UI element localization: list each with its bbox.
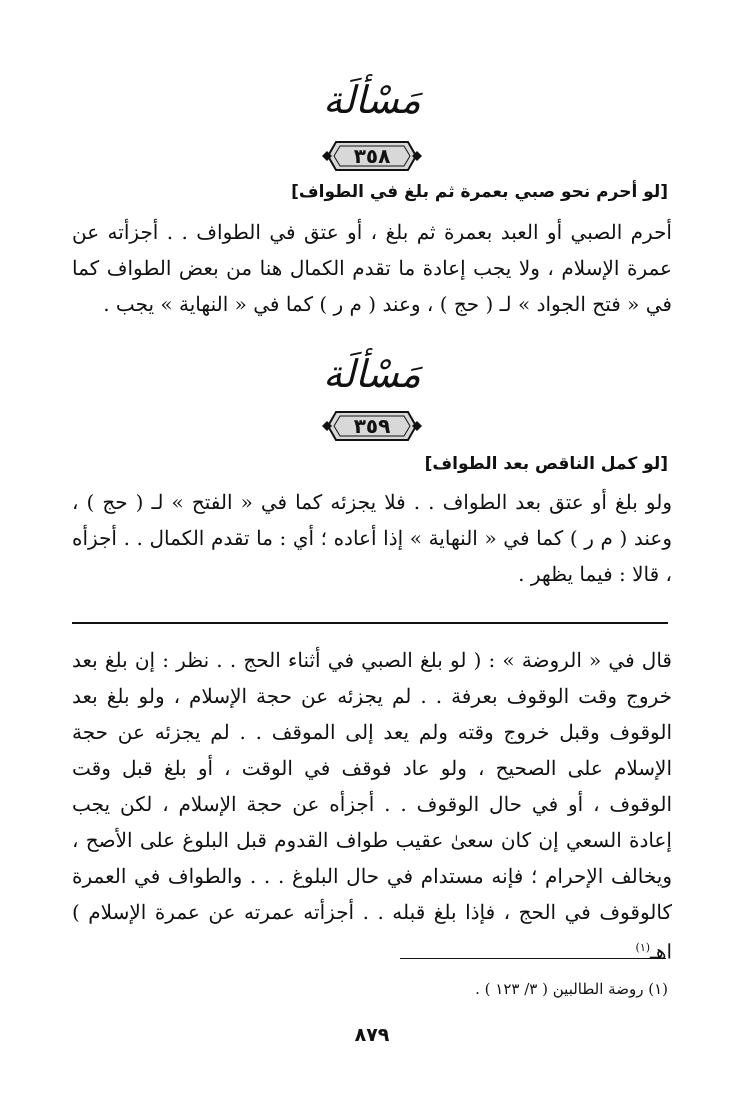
section-heading-1: [لو أحرم نحو صبي بعمرة ثم بلغ في الطواف] (291, 182, 668, 202)
masala-title-1: مَسْألَة (323, 78, 421, 122)
section-heading-2: [لو كمل الناقص بعد الطواف] (424, 454, 668, 474)
footnote-marker: (١) (648, 980, 668, 998)
footnote-separator (400, 958, 666, 959)
commentary-text (72, 642, 672, 970)
section-number-2: ٣٥٩ (353, 414, 391, 438)
footnote-text: روضة الطالبين ( ٣/ ١٢٣ ) . (475, 980, 644, 998)
commentary-body: قال في « الروضة » : ( لو بلغ الصبي في أثناء الحج . . نظر : إن بلغ بعد خروج وقت الوقوف بعرفة . . لم يجزئه عن حجة الإسلام ، ولو بلغ بعد الوقوف وقبل خروج وقته ولم يعد إلى الموقف . . لم يجزئه عن حجة الإسلام على الصحيح ، ولو عاد فوقف في الوقت ، أو بلغ قبل وقت الوقوف ، أو في حال الوقوف . . أجزأه عن حجة الإسلام ، لكن يجب إعادة السعي إن كان سعىٰ عقيب طواف القدوم قبل البلوغ على الأصح ، ويخالف الإحرام ؛ فإنه مستدام في حال البلوغ . . . والطواف في العمرة كالوقوف في الحج ، فإذا بلغ قبله . . أجزأته عمرته عن عمرة الإسلام ) اهـ (72, 648, 672, 964)
footnote-reference: (١) (635, 941, 651, 954)
section-text-1: أحرم الصبي أو العبد بعمرة ثم بلغ ، أو عتق في الطواف . . أجزأته عن عمرة الإسلام ، ولا يجب إعادة ما تقدم الكمال هنا من بعض الطواف كما في « فتح الجواد » لـ ( حج ) ، وعند ( م ر ) كما في « النهاية » يجب . (72, 220, 672, 316)
section-number-badge-1 (322, 140, 422, 172)
masala-title-2: مَسْألَة (323, 352, 421, 396)
section-text-2: ولو بلغ أو عتق بعد الطواف . . فلا يجزئه كما في « الفتح » لـ ( حج ) ، وعند ( م ر ) كما في « النهاية » إذا أعاده ؛ أي : ما تقدم الكمال . . أجزأه ، قالا : فيما يظهر . (72, 490, 672, 586)
section-number-1: ٣٥٨ (353, 144, 391, 168)
page-number: ٨٧٩ (354, 1024, 390, 1046)
section-number-badge-2 (322, 410, 422, 442)
commentary-separator (72, 622, 668, 624)
footnote (72, 978, 668, 1000)
